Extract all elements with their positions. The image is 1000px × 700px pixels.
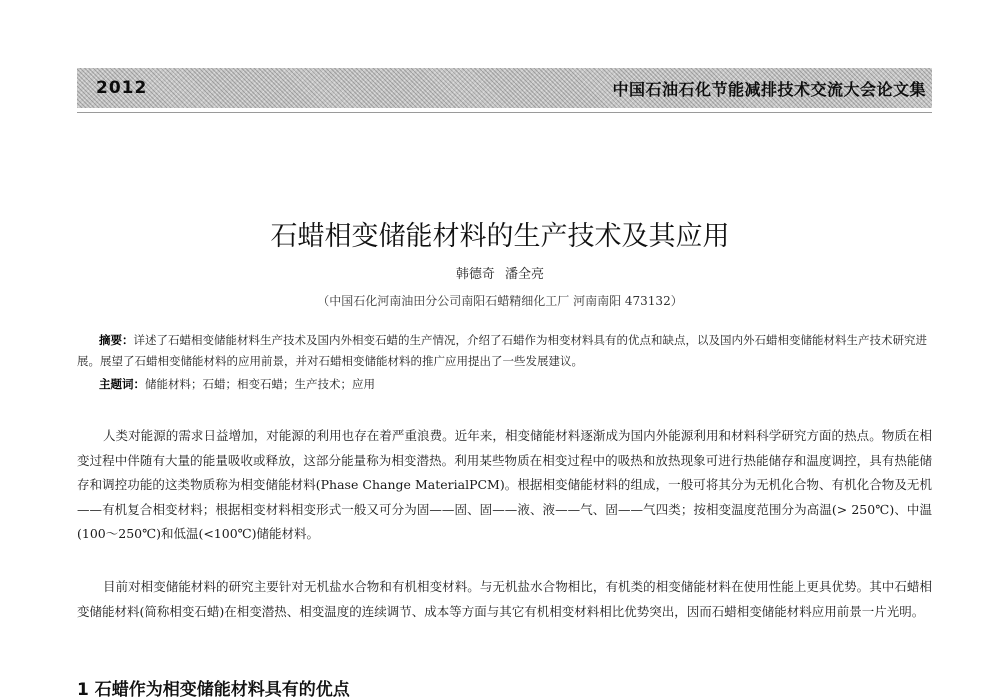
body-paragraph-2: 目前对相变储能材料的研究主要针对无机盐水合物和有机相变材料。与无机盐水合物相比，有机类的相变储能材料在使用性能上更具优势。其中石蜡相变储能材料(简称相变石蜡)在相变潜热、相变温度的连续调节、成本等方面与其它有机相变材料相比优势突出，因而石蜡相变储能材料应用前景一片光明。 [77, 579, 932, 619]
keywords [77, 374, 954, 394]
abstract [77, 330, 932, 372]
paper-authors: 韩德奇 潘全亮 [455, 267, 545, 282]
header-year: 2012 [96, 78, 148, 98]
abstract-text: 详述了石蜡相变储能材料生产技术及国内外相变石蜡的生产情况，介绍了石蜡作为相变材料具有的优点和缺点，以及国内外石蜡相变储能材料生产技术研究进展。展望了石蜡相变储能材料的应用前景，并对石蜡相变储能材料的推广应用提出了一些发展建议。 [77, 333, 927, 368]
section-heading: 1 石蜡作为相变储能材料具有的优点 [77, 680, 350, 700]
keywords-label: 主题词： [99, 377, 145, 391]
header-divider [77, 112, 932, 113]
body-paragraph-1: 人类对能源的需求日益增加，对能源的利用也存在着严重浪费。近年来，相变储能材料逐渐成为国内外能源利用和材料科学研究方面的热点。物质在相变过程中伴随有大量的能量吸收或释放，这部分能量称为相变潜热。利用某些物质在相变过程中的吸热和放热现象可进行热能储存和温度调控，具有热能储存和调控功能的这类物质称为相变储能材料(Phase Change MaterialPCM)。根据相变储能材料的组成，一般可将其分为无机化合物、有机化合物及无机——有机复合相变材料；根据相变材料相变形式一般又可分为固——固、固——液、液——气、固——气四类；按相变温度范围分为高温(> 250℃)、中温(100～250℃)和低温(<100℃)储能材料。 [77, 428, 932, 541]
abstract-label: 摘要： [99, 333, 134, 347]
keywords-text: 储能材料；石蜡；相变石蜡；生产技术；应用 [145, 377, 375, 391]
paper-title: 石蜡相变储能材料的生产技术及其应用 [270, 221, 730, 252]
header-conference-title: 中国石油石化节能减排技术交流大会论文集 [612, 80, 926, 99]
paper-affiliation: （中国石化河南油田分公司南阳石蜡精细化工厂 河南南阳 473132） [317, 294, 683, 308]
